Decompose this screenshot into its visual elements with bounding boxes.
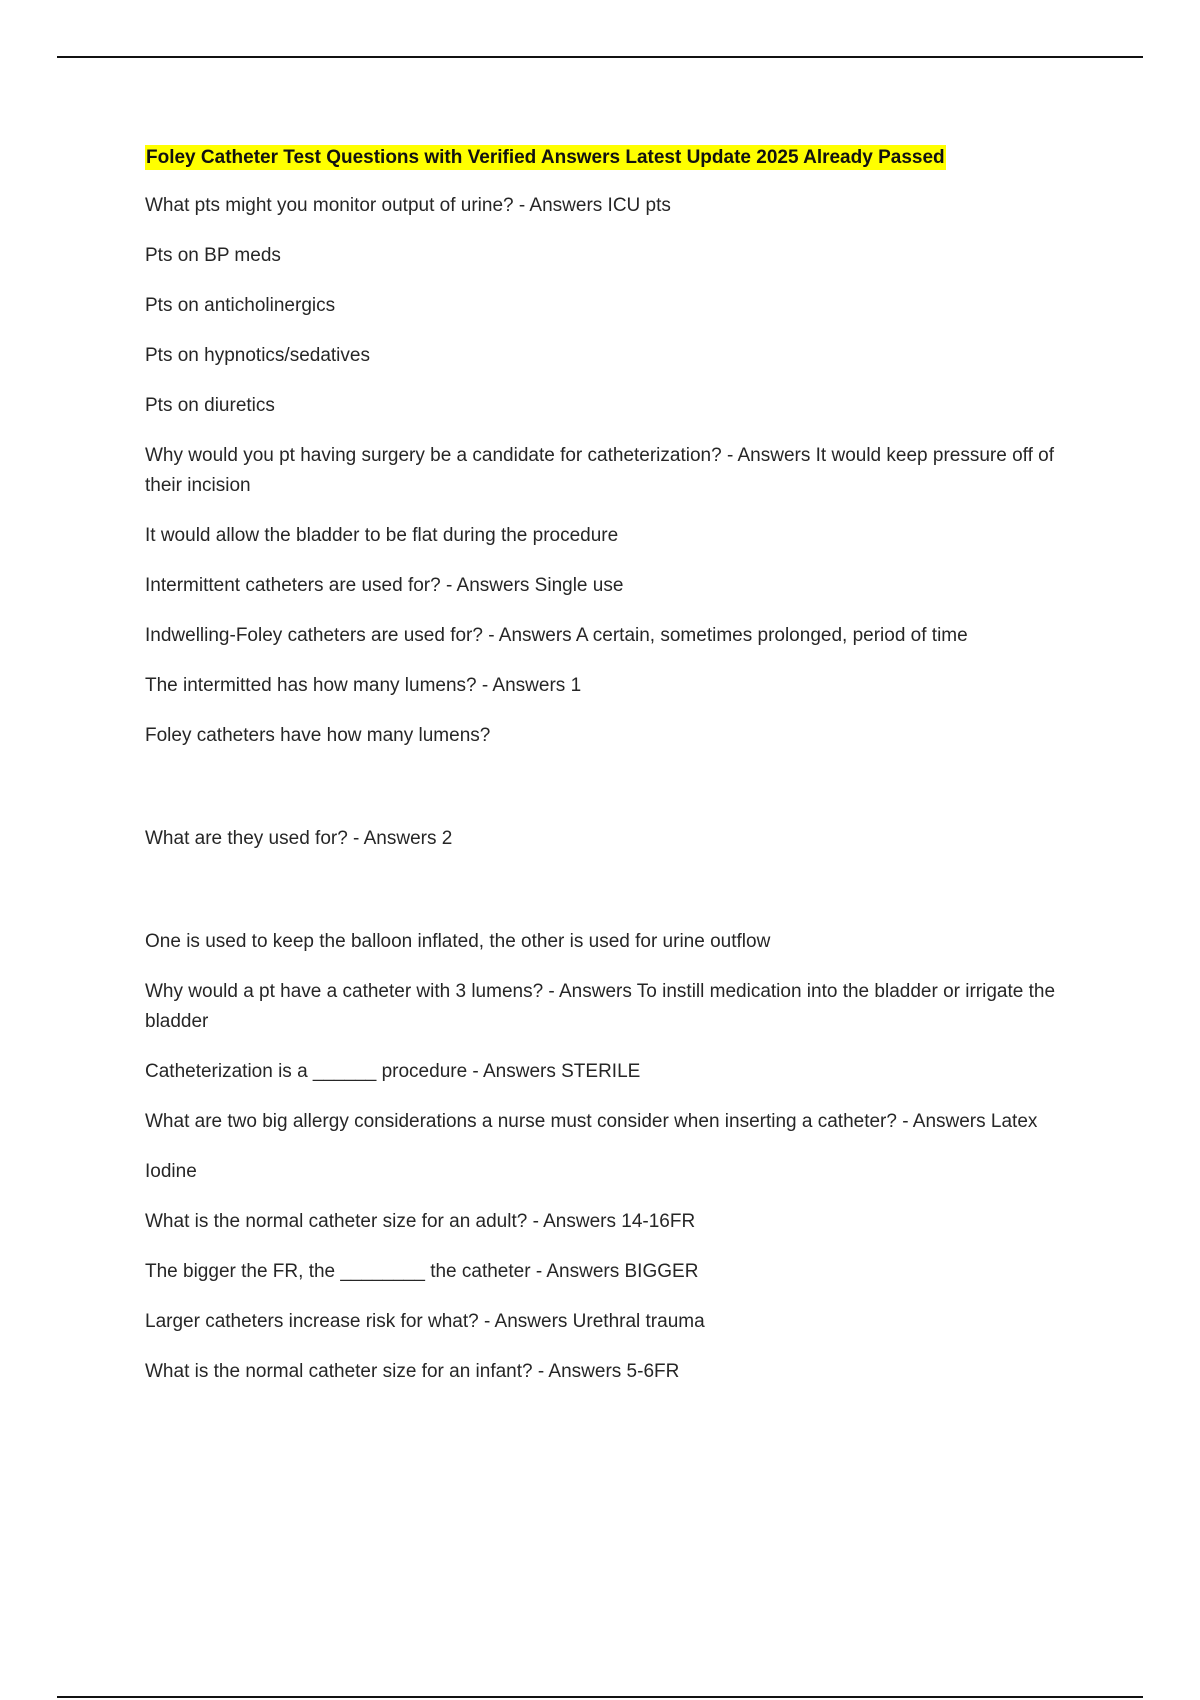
paragraph: One is used to keep the balloon inflated, the other is used for urine outflow (145, 931, 771, 952)
document-title: Foley Catheter Test Questions with Verified Answers Latest Update 2025 Already Passed (146, 147, 945, 168)
paragraph: Catheterization is a ______ procedure - Answers STERILE (145, 1061, 641, 1082)
paragraph: Pts on BP meds (145, 245, 281, 266)
paragraph: The intermitted has how many lumens? - Answers 1 (145, 675, 582, 696)
paragraph: Intermittent catheters are used for? - Answers Single use (145, 575, 624, 596)
paragraph: Foley catheters have how many lumens? (145, 725, 491, 746)
paragraph: Larger catheters increase risk for what? - Answers Urethral trauma (145, 1311, 705, 1332)
paragraph: Pts on anticholinergics (145, 295, 336, 316)
paragraph: Why would a pt have a catheter with 3 lumens? - Answers To instill medication into the bladder or irrigate the bladder (145, 981, 1056, 1032)
footer-rule (57, 1696, 1143, 1698)
paragraph: What pts might you monitor output of urine? - Answers ICU pts (145, 195, 671, 216)
document-body (145, 146, 1080, 1407)
paragraph: Iodine (145, 1161, 197, 1182)
header-rule (57, 56, 1143, 58)
paragraph: It would allow the bladder to be flat during the procedure (145, 525, 619, 546)
paragraph: What is the normal catheter size for an adult? - Answers 14-16FR (145, 1211, 696, 1232)
paragraph: What is the normal catheter size for an infant? - Answers 5-6FR (145, 1361, 680, 1382)
paragraph: What are they used for? - Answers 2 (145, 828, 453, 849)
paragraph: Why would you pt having surgery be a candidate for catheterization? - Answers It would keep pressure off of their incision (145, 445, 1054, 496)
paragraph: Pts on hypnotics/sedatives (145, 345, 370, 366)
paragraph: Indwelling-Foley catheters are used for? - Answers A certain, sometimes prolonged, period of time (145, 625, 968, 646)
paragraph: What are two big allergy considerations a nurse must consider when inserting a catheter? - Answers Latex (145, 1111, 1038, 1132)
title-block (145, 146, 1080, 170)
paragraph: Pts on diuretics (145, 395, 275, 416)
paragraph: The bigger the FR, the ________ the catheter - Answers BIGGER (145, 1261, 699, 1282)
